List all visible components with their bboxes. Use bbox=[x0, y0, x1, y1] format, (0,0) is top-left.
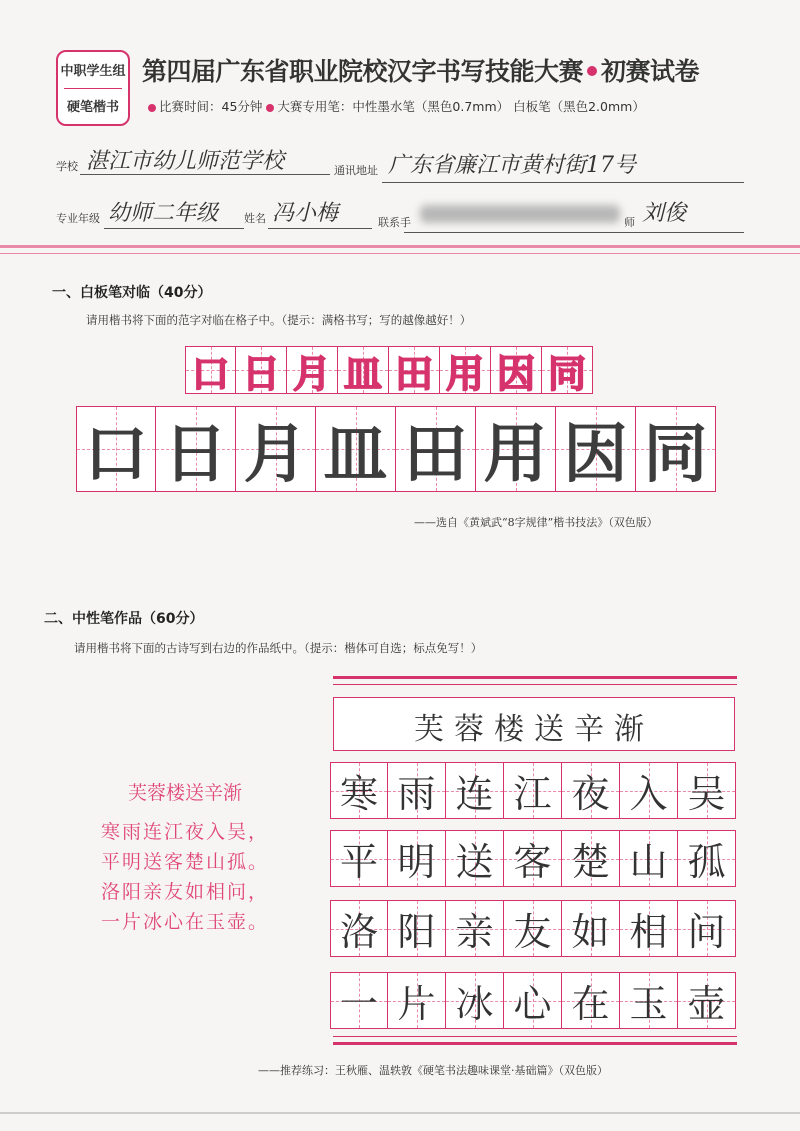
phone-label: 联系手 bbox=[378, 216, 411, 229]
phone-underline bbox=[404, 232, 744, 233]
work-cell[interactable]: 送 bbox=[446, 830, 504, 887]
page-title bbox=[142, 52, 699, 88]
school-underline bbox=[80, 174, 330, 175]
title-suffix: 初赛试卷 bbox=[601, 57, 700, 86]
header-rule bbox=[0, 245, 800, 248]
sample-cell: 口 bbox=[185, 346, 236, 394]
subtitle-time: 比赛时间：45分钟 bbox=[159, 99, 263, 114]
work-cell[interactable]: 吴 bbox=[678, 762, 736, 819]
work-grid-row-4 bbox=[330, 972, 736, 1029]
writing-cell[interactable]: 日 bbox=[156, 406, 236, 492]
sample-cell: 因 bbox=[491, 346, 542, 394]
section2-heading: 二、中性笔作品（60分） bbox=[44, 611, 204, 627]
address-label: 通讯地址 bbox=[334, 164, 378, 177]
sample-cell: 皿 bbox=[338, 346, 389, 394]
work-grid-row-3 bbox=[330, 900, 736, 957]
bullet-icon bbox=[266, 104, 274, 112]
work-cell[interactable]: 楚 bbox=[562, 830, 620, 887]
poem-line: 洛阳亲友如相问， bbox=[100, 881, 269, 903]
work-cell[interactable]: 入 bbox=[620, 762, 678, 819]
section2-citation: ——推荐练习：王秋雁、温轶敦《硬笔书法趣味课堂·基础篇》（双色版） bbox=[258, 1064, 608, 1077]
name-underline bbox=[268, 228, 372, 229]
paper-bottom-rule bbox=[333, 1042, 737, 1045]
major-underline bbox=[104, 228, 244, 229]
work-grid-row-1 bbox=[330, 762, 736, 819]
address-value: 广东省廉江市黄村街17号 bbox=[388, 153, 636, 178]
writing-cell[interactable]: 用 bbox=[476, 406, 556, 492]
work-cell[interactable]: 壶 bbox=[678, 972, 736, 1029]
work-grid-row-2 bbox=[330, 830, 736, 887]
section1-heading: 一、白板笔对临（40分） bbox=[52, 285, 212, 301]
writing-cell[interactable]: 田 bbox=[396, 406, 476, 492]
sample-cell: 田 bbox=[389, 346, 440, 394]
writing-cell[interactable]: 月 bbox=[236, 406, 316, 492]
sample-cell: 日 bbox=[236, 346, 287, 394]
badge-top-text: 中职学生组 bbox=[60, 64, 126, 79]
paper-top-rule-thin bbox=[333, 684, 737, 685]
work-cell[interactable]: 一 bbox=[330, 972, 388, 1029]
work-cell[interactable]: 心 bbox=[504, 972, 562, 1029]
school-value: 湛江市幼儿师范学校 bbox=[86, 149, 285, 174]
poem-reference bbox=[60, 778, 310, 937]
work-cell[interactable]: 友 bbox=[504, 900, 562, 957]
section1-citation: ——选自《黄斌武“8字规律”楷书技法》（双色版） bbox=[414, 516, 658, 529]
work-cell[interactable]: 客 bbox=[504, 830, 562, 887]
work-cell[interactable]: 问 bbox=[678, 900, 736, 957]
work-cell[interactable]: 玉 bbox=[620, 972, 678, 1029]
sample-grid bbox=[185, 346, 593, 394]
section2-instruction: 请用楷书将下面的古诗写到右边的作品纸中。（提示：楷体可自选；标点免写！） bbox=[74, 641, 483, 655]
writing-cell[interactable]: 皿 bbox=[316, 406, 396, 492]
subtitle-pen: 大赛专用笔：中性墨水笔（黑色0.7mm） 白板笔（黑色2.0mm） bbox=[277, 99, 645, 114]
badge-divider bbox=[64, 88, 122, 89]
work-cell[interactable]: 相 bbox=[620, 900, 678, 957]
paper-top-rule bbox=[333, 676, 737, 679]
work-cell[interactable]: 连 bbox=[446, 762, 504, 819]
poem-line: 一片冰心在玉壶。 bbox=[100, 911, 269, 933]
writing-cell[interactable]: 同 bbox=[636, 406, 716, 492]
teacher-label: 师 bbox=[624, 216, 635, 229]
major-value: 幼师二年级 bbox=[108, 201, 219, 226]
phone-redacted bbox=[420, 205, 620, 223]
work-cell[interactable]: 洛 bbox=[330, 900, 388, 957]
teacher-value: 刘俊 bbox=[642, 201, 687, 226]
school-label: 学校 bbox=[56, 160, 78, 173]
title-dot-icon bbox=[587, 66, 597, 76]
major-label: 专业年级 bbox=[56, 212, 100, 225]
work-cell[interactable]: 冰 bbox=[446, 972, 504, 1029]
writing-grid bbox=[76, 406, 716, 492]
work-cell[interactable]: 明 bbox=[388, 830, 446, 887]
page-bottom-edge bbox=[0, 1112, 800, 1114]
paper-bottom-rule-thin bbox=[333, 1036, 737, 1037]
work-cell[interactable]: 阳 bbox=[388, 900, 446, 957]
writing-cell[interactable]: 因 bbox=[556, 406, 636, 492]
badge-bottom-text: 硬笔楷书 bbox=[66, 100, 119, 115]
name-label: 姓名 bbox=[244, 212, 266, 225]
section1-instruction: 请用楷书将下面的范字对临在格子中。（提示：满格书写；写的越像越好！） bbox=[86, 313, 472, 327]
title-main: 第四届广东省职业院校汉字书写技能大赛 bbox=[142, 57, 584, 86]
work-cell[interactable]: 亲 bbox=[446, 900, 504, 957]
work-title: 芙蓉楼送辛渐 bbox=[414, 712, 654, 747]
category-badge bbox=[56, 50, 130, 126]
work-cell[interactable]: 片 bbox=[388, 972, 446, 1029]
sample-cell: 用 bbox=[440, 346, 491, 394]
work-cell[interactable]: 如 bbox=[562, 900, 620, 957]
work-cell[interactable]: 寒 bbox=[330, 762, 388, 819]
poem-line: 平明送客楚山孤。 bbox=[100, 851, 269, 873]
work-cell[interactable]: 夜 bbox=[562, 762, 620, 819]
header-rule-thin bbox=[0, 253, 800, 254]
work-cell[interactable]: 平 bbox=[330, 830, 388, 887]
bullet-icon bbox=[148, 104, 156, 112]
work-cell[interactable]: 山 bbox=[620, 830, 678, 887]
writing-cell[interactable]: 口 bbox=[76, 406, 156, 492]
name-value: 冯小梅 bbox=[272, 201, 339, 226]
work-cell[interactable]: 在 bbox=[562, 972, 620, 1029]
poem-line: 寒雨连江夜入吴， bbox=[100, 821, 269, 843]
work-cell[interactable]: 江 bbox=[504, 762, 562, 819]
subtitle bbox=[148, 97, 645, 115]
poem-reference-title: 芙蓉楼送辛渐 bbox=[127, 782, 242, 804]
work-cell[interactable]: 雨 bbox=[388, 762, 446, 819]
sample-cell: 同 bbox=[542, 346, 593, 394]
work-cell[interactable]: 孤 bbox=[678, 830, 736, 887]
address-underline bbox=[382, 182, 744, 183]
sample-cell: 月 bbox=[287, 346, 338, 394]
